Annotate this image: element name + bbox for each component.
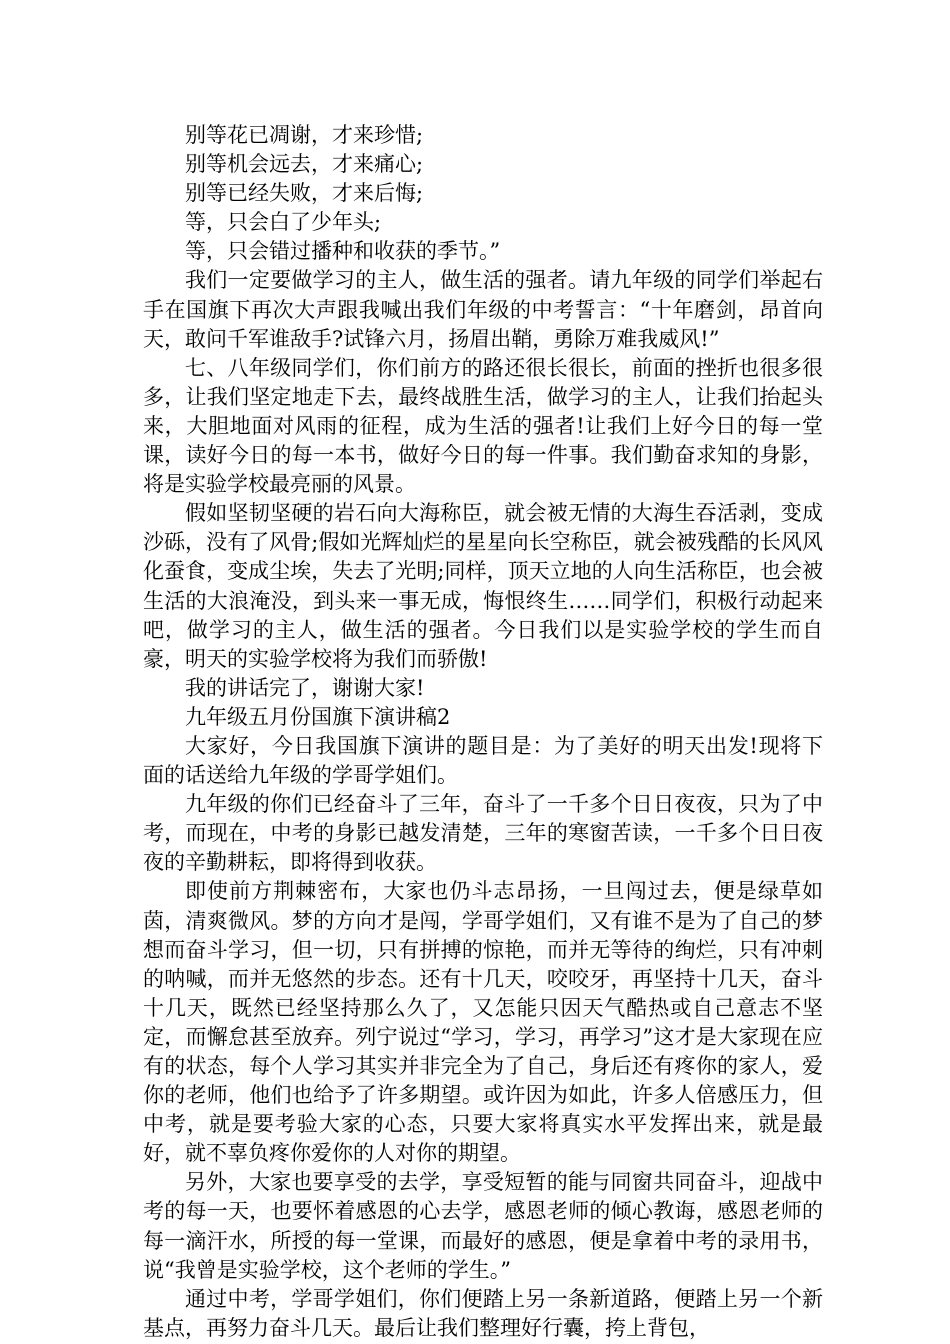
verse-line: 等，只会白了少年头;: [185, 210, 382, 235]
closing-line: 我的讲话完了，谢谢大家!: [185, 675, 425, 700]
verse-line: 别等花已凋谢，才来珍惜;: [185, 123, 424, 147]
body-paragraph: 假如坚韧坚硬的岩石向大海称臣，就会被无情的大海生吞活剥，变成沙砾，没有了风骨;假如光辉灿烂的星星向长空称臣，就会被残酷的长风风化蚕食，变成尘埃，失去了光明;同样，顶天立地的人向生活称臣，也会被生活的大浪淹没，到头来一事无成，悔恨终生……同学们，积极行动起来吧，做学习的主人，做生活的强者。今日我们以是实验学校的学生而自豪，明天的实验学校将为我们而骄傲!: [143, 501, 823, 671]
verse-line: 别等机会远去，才来痛心;: [185, 152, 424, 177]
body-paragraph: 九年级的你们已经奋斗了三年，奋斗了一千多个日日夜夜，只为了中考，而现在，中考的身影已越发清楚，三年的寒窗苦读，一千多个日日夜夜的辛勤耕耘，即将得到收获。: [143, 792, 823, 875]
body-paragraph: 大家好，今日我国旗下演讲的题目是：为了美好的明天出发!现将下面的话送给九年级的学哥学姐们。: [143, 733, 823, 788]
document-page: [143, 121, 823, 1343]
body-paragraph: 七、八年级同学们，你们前方的路还很长很长，前面的挫折也很多很多，让我们坚定地走下去，最终战胜生活，做学习的主人，让我们抬起头来，大胆地面对风雨的征程，成为生活的强者!让我们上好今日的每一堂课，读好今日的每一本书，做好今日的每一件事。我们勤奋求知的身影，将是实验学校最亮丽的风景。: [143, 355, 823, 497]
body-paragraph: 我们一定要做学习的主人，做生活的强者。请九年级的同学们举起右手在国旗下再次大声跟我喊出我们年级的中考誓言：“十年磨剑，昂首向天，敢问千军谁敌手?试锋六月，扬眉出鞘，勇除万难我威风!”: [143, 268, 823, 351]
verse-line: 别等已经失败，才来后悔;: [185, 181, 424, 206]
body-paragraph: 通过中考，学哥学姐们，你们便踏上另一条新道路，便踏上另一个新基点，再努力奋斗几天。最后让我们整理好行囊，挎上背包，: [143, 1286, 823, 1340]
verse-line: 等，只会错过播种和收获的季节。”: [185, 239, 501, 264]
section-title: 九年级五月份国旗下演讲稿2: [185, 704, 451, 729]
body-paragraph: 即使前方荆棘密布，大家也仍斗志昂扬，一旦闯过去，便是绿草如茵，清爽微风。梦的方向才是闯，学哥学姐们，又有谁不是为了自己的梦想而奋斗学习，但一切，只有拼搏的惊艳，而并无等待的绚烂，只有冲刺的呐喊，而并无悠然的步态。还有十几天，咬咬牙，再坚持十几天，奋斗十几天，既然已经坚持那么久了，又怎能只因天气酷热或自己意志不坚定，而懈怠甚至放弃。列宁说过“学习，学习，再学习”这才是大家现在应有的状态，每个人学习其实并非完全为了自己，身后还有疼你的家人，爱你的老师，他们也给予了许多期望。或许因为如此，许多人倍感压力，但中考，就是要考验大家的心态，只要大家将真实水平发挥出来，就是最好，就不辜负疼你爱你的人对你的期望。: [143, 879, 823, 1166]
body-paragraph: 另外，大家也要享受的去学，享受短暂的能与同窗共同奋斗，迎战中考的每一天，也要怀着感恩的心去学，感恩老师的倾心教诲，感恩老师的每一滴汗水，所授的每一堂课，而最好的感恩，便是拿着中考的录用书，说“我曾是实验学校，这个老师的学生。”: [143, 1170, 823, 1282]
